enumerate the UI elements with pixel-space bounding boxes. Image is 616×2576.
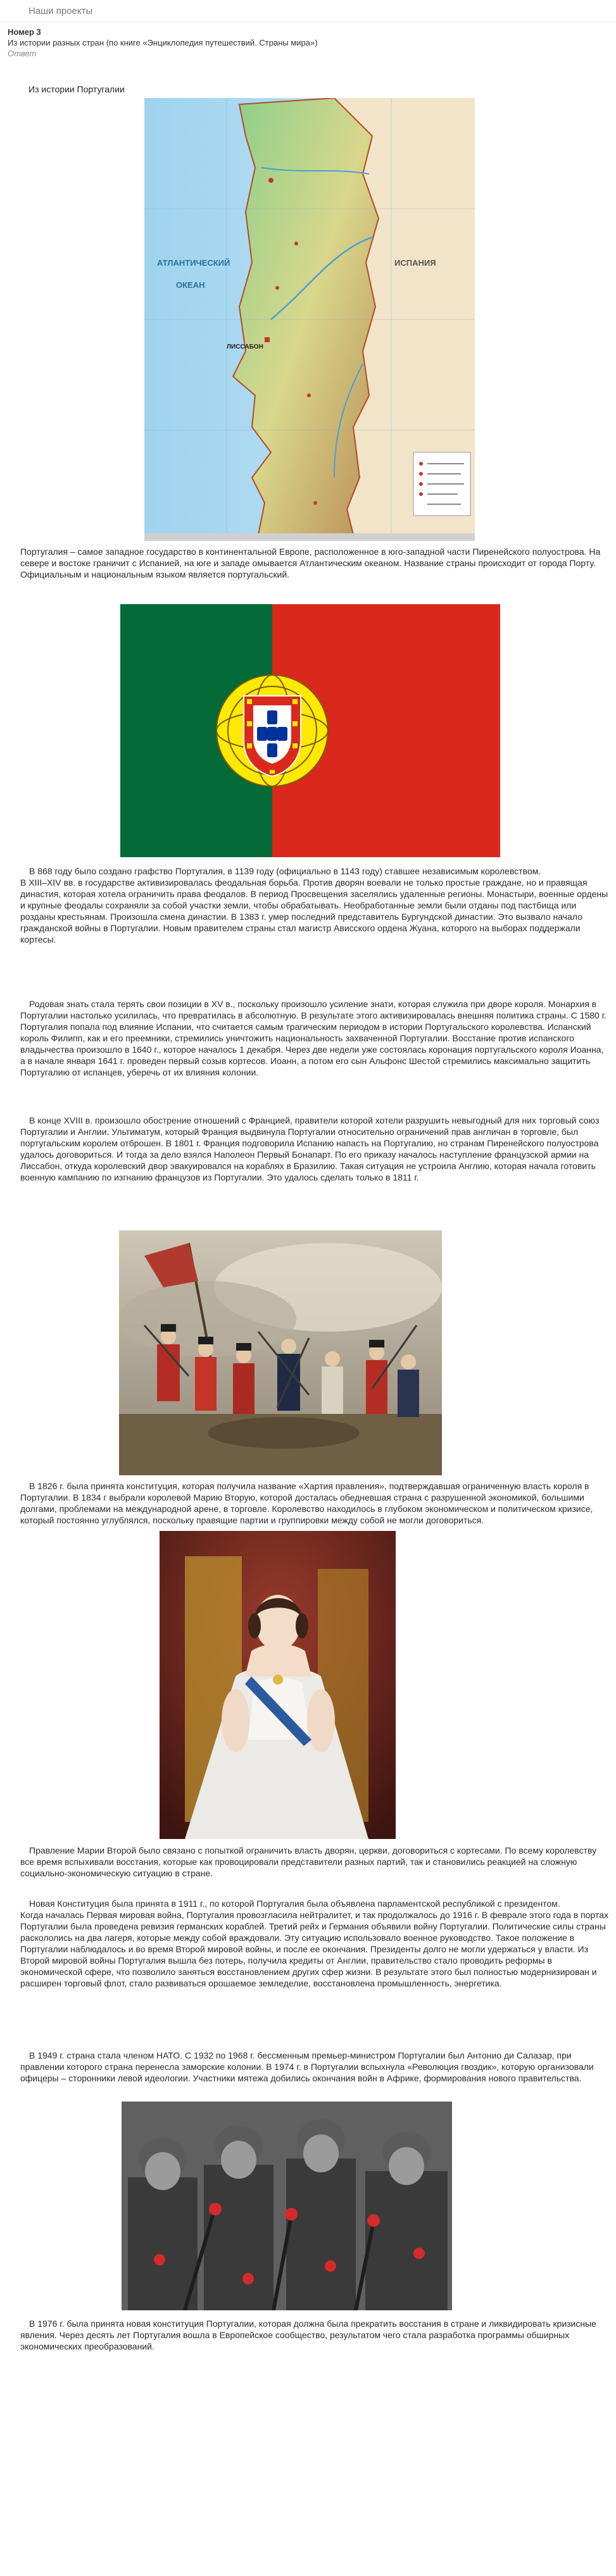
paragraph-twentieth-century-line-2: Когда началась Первая мировая война, Португалия провозгласила нейтралитет, и так продолжалось до 1916 г. В феврале этого года в портах Португалии была проведена ревизия германских кораблей. Третий рейх и Германия объявили войну Португалии. Политические силы страны раскололись на два лагеря, которые между собой враждовали. Эту ситуацию использовало военное руководство. Такое положение в Португалии наблюдалось и во время Второй мировой войны, и после ее окончания. Президенты долго не могли удержаться у власти. Из Второй мировой войны Португалия вышла без потерь, получила кредиты от Англии, правительство стало проводить реформы в экономической сфере, что позволило заняться восстановлением других сфер жизни. В результате этого был полностью модернизирован и расширен торговый флот, стало развиваться орошаемое земледелие, восстановлена промышленность, энергетика. [20,1910,608,1988]
map-label-ocean-1: АТЛАНТИЧЕСКИЙ [157,258,230,268]
paragraph-constitution-1826: В 1826 г. была принята конституция, которая получила название «Хартия правления», подтверждавшая ограниченную власть короля в Португалии. В 1834 г выбрали королевой Марию Вторую, которой досталась обедневшая страна с разрушенной экономикой, большими долгами, проблемами на международной арене, в торговле. Королевство находилось в глубоком экономическом и политическом кризисе, который постоянно углублялся, поскольку правящие партии и группировки между собой не могли договориться. [20,1481,593,1525]
queen-maria-portrait-image [160,1531,396,1839]
paragraph-fifteenth-century: Родовая знать стала терять свои позиции в XV в., поскольку произошло усиление знати, которая служила при дворе короля. Монархия в Португалии настолько усилилась, что превратилась в абсолютную. В результате этого активизировалась внешняя политика страны. С 1580 г. Португалия попала под влияние Испании, что считается самым трагическим периодом в истории Португальского королевства. Испанский король Филипп, как и его преемники, стремились уничтожить национальность захваченной Португалии. Восстание против испанского владычества произошло в 1640 г., которое началось 1 декабря. Через две недели уже состоялась коронация португальского короля Иоанна, а в начале января 1641 г. проведен первый созыв кортесов. Иоанн, а потом его сын Альфонс Шестой стремились максимально защитить Португалию от испанцев, уберечь от их влияния колонии. [20,999,607,1077]
paragraph-french-relations: В конце XVIII в. произошло обострение отношений с Францией, правители которой хотели разрушить невыгодный для них торговый союз Португалии и Англии. Ультиматум, который Франция выдвинула Португалии относительно ограничений прав англичан в торговле, был португальским королем отброшен. В 1801 г. Франция подговорила Испанию напасть на Португалию, но странам Пиренейского полуострова удалось договориться. И тогда за дело взялся Наполеон Первый Бонапарт. По его приказу началось наступление французской армии на Лиссабон, откуда королевский двор эвакуировался на кораблях в Бразилию. Такая ситуация не устроила Англию, которая начала готовить военную кампанию по изгнанию французов из Португалии. Это удалось сделать только в 1811 г. [20,1115,600,1182]
nav-link-our-projects[interactable]: Наши проекты [28,6,93,16]
map-label-spain: ИСПАНИЯ [394,258,436,268]
portugal-map-image [144,98,475,541]
paragraph-constitution-1976: В 1976 г. была принята новая конституция Португалии, которая должна была прекратить восстания в стране и ликвидировать кризисные явления. Через десять лет Португалия вошла в Европейское сообщество, результатом чего стала разработка программы обширных экономических преобразований. [20,2319,596,2351]
paragraph-origins-line-2: В XIII–XIV вв. в государстве активизировалась феодальная борьба. Против дворян воевали не только простые граждане, но и правящая династия, которая хотела ограничить права феодалов. В период Просвещения заселялись удаленные регионы. Монастыри, военные ордены и крупные феодалы сохраняли за собой участки земли, чтобы обрабатывать. Необработанные земли были отданы под пастбища или розданы крестьянам. Произошла смена династии. В 1383 г. умер последний представитель Бургундской династии. Это вызвало начало гражданской войны в Португалии. Новым правителем страны стал магистр Ависского ордена Жуана, которого на выборах поддержали кортесы. [20,877,608,944]
paragraph-origins-line-1: В 868 году было создано графство Португалия, в 1139 году (официально в 1143 году) ставшее независимым королевством. [29,866,541,876]
map-label-lisbon: ЛИССАБОН [227,344,263,350]
portugal-flag-image [120,604,500,857]
answer-label: Ответ [8,49,37,58]
battle-painting-image [119,1230,442,1475]
top-navigation [0,0,616,22]
paragraph-maria-reign: Правление Марии Второй было связано с попыткой ограничить власть дворян, церкви, договориться с кортесами. По всему королевству все время вспыхивали восстания, которые как провоцировали представители разных партий, так и становились реакцией на сложную социально-экономическую ситуацию в стране. [20,1845,597,1878]
map-label-ocean-2: ОКЕАН [176,280,205,290]
paragraph-twentieth-century [20,1898,609,1989]
question-number: Номер 3 [8,27,41,37]
paragraph-intro: Португалия – самое западное государство в континентальной Европе, расположенное в юго-западной части Пиренейского полуострова. На севере и востоке граничит с Испанией, на юге и западе омывается Атлантическим океаном. Название страны происходит от города Порту. Официальным и национальным языком является португальский. [20,547,601,579]
question-meta [8,27,318,59]
question-source: Из истории разных стран (по книге «Энциклопедия путешествий. Страны мира») [8,38,318,47]
paragraph-origins [20,865,609,945]
paragraph-nato-revolution: В 1949 г. страна стала членом НАТО. С 1932 по 1968 г. бессменным премьер-министром Португалии был Антонио ди Салазар, при правлении которого страна перенесла заморские колонии. В 1974 г. в Португалии вспыхнула «Революция гвоздик», которую организовали офицеры – сторонники левой идеологии. Участники мятежа добились окончания войн в Африке, формирования нового правительства. [20,2050,594,2083]
article-title: Из истории Португалии [28,84,125,94]
carnation-revolution-photo [122,2102,452,2310]
paragraph-twentieth-century-line-1: Новая Конституция была принята в 1911 г., по которой Португалия была объявлена парламентской республикой с президентом. [29,1898,560,1909]
